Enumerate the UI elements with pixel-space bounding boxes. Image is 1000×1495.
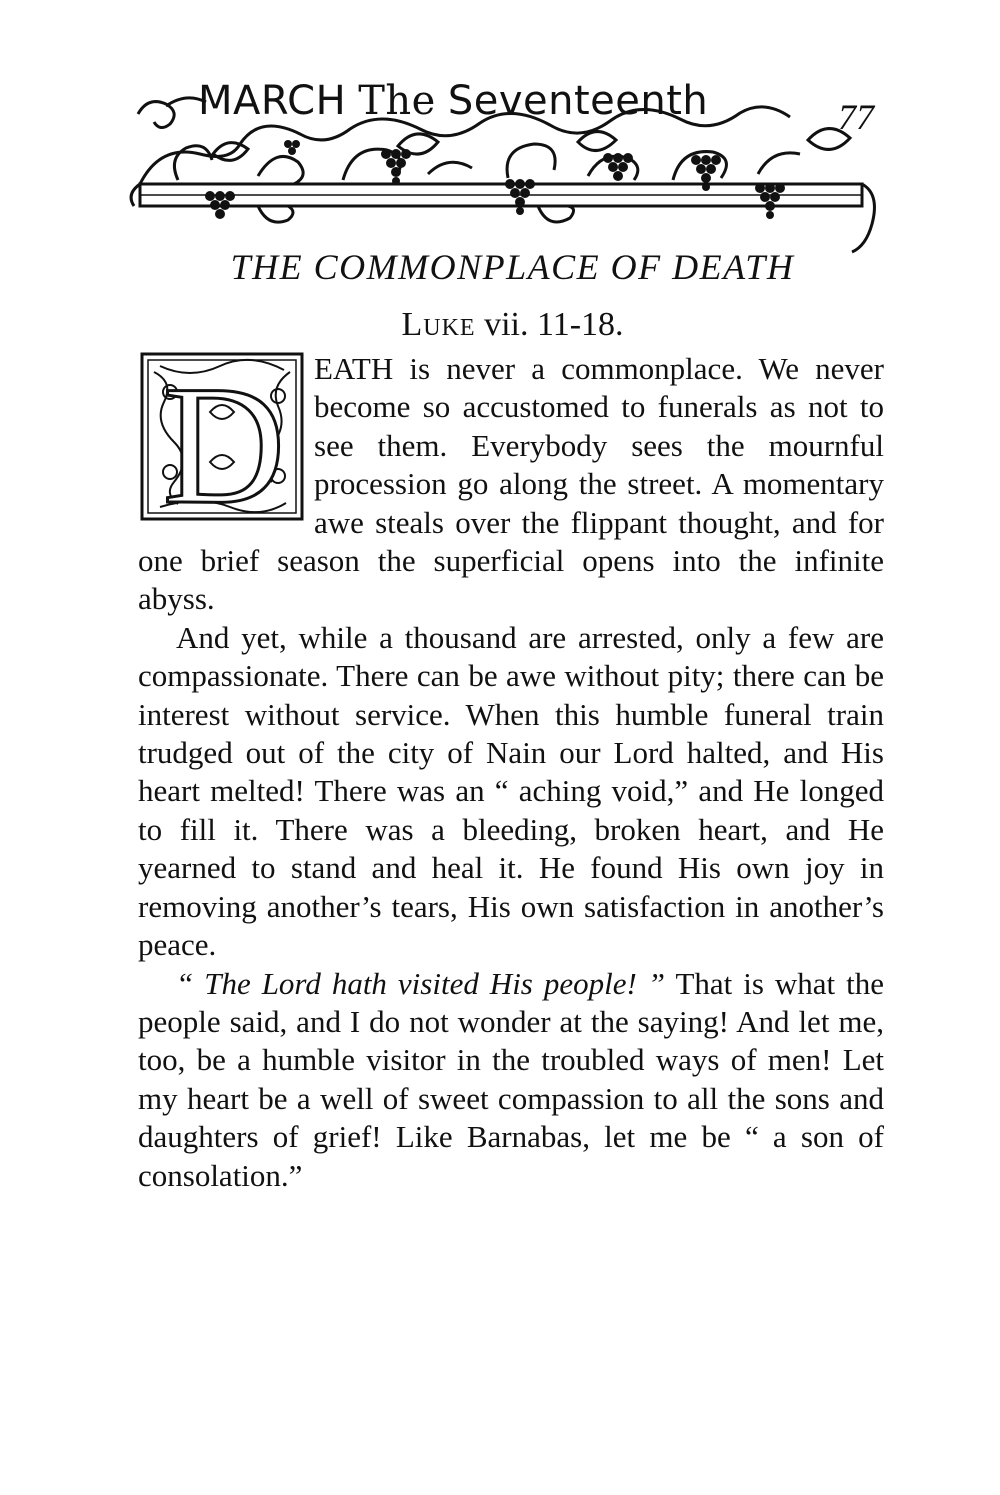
paragraph-2-text: And yet, while a thousand are arrested, only a few are compassionate. There can be awe without pity; there can be interest without service. When this humble funeral train trudged out of the city of Nain our Lord halted, and His heart melted! There was an “ aching void,” and He longed to fill it. There was a bleeding, broken heart, and He yearned to stand and heal it. He found His own joy in removing another’s tears, His own satisfaction in another’s peace. (138, 619, 884, 963)
scripture-quote: “ The Lord hath visited His people! ” (176, 965, 666, 1001)
paragraph (138, 350, 884, 619)
paragraph-3-text: That is what the people said, and I do not wonder at the saying! And let me, too, be a humble visitor in the troubled ways of men! Let my heart be a well of sweet compassion to all the sons and daughters of grief! Like Barnabas, let me be “ a son of consolation.” (138, 965, 884, 1193)
paragraph (138, 619, 884, 965)
scripture-verses: vii. 11-18. (484, 306, 624, 343)
body-text (138, 350, 884, 1195)
paragraph (138, 965, 884, 1195)
scripture-reference (140, 306, 885, 344)
header-month: MARCH (198, 78, 347, 124)
header-the: The (358, 78, 436, 124)
chapter-title: THE COMMONPLACE OF DEATH (230, 247, 795, 287)
header-day: Seventeenth (447, 78, 709, 124)
dropcap-letter: D (162, 352, 286, 524)
page-number: 77 (838, 97, 874, 137)
scripture-book: Luke (401, 306, 476, 343)
paragraph-1-text: EATH is never a commonplace. We never become so accustomed to funerals as not to see them. Everybody sees the mournful procession go along the street. A momentary awe steals over the flippant thought, and for one brief season the superficial opens into the infinite abyss. (138, 351, 884, 617)
running-header (198, 78, 708, 124)
